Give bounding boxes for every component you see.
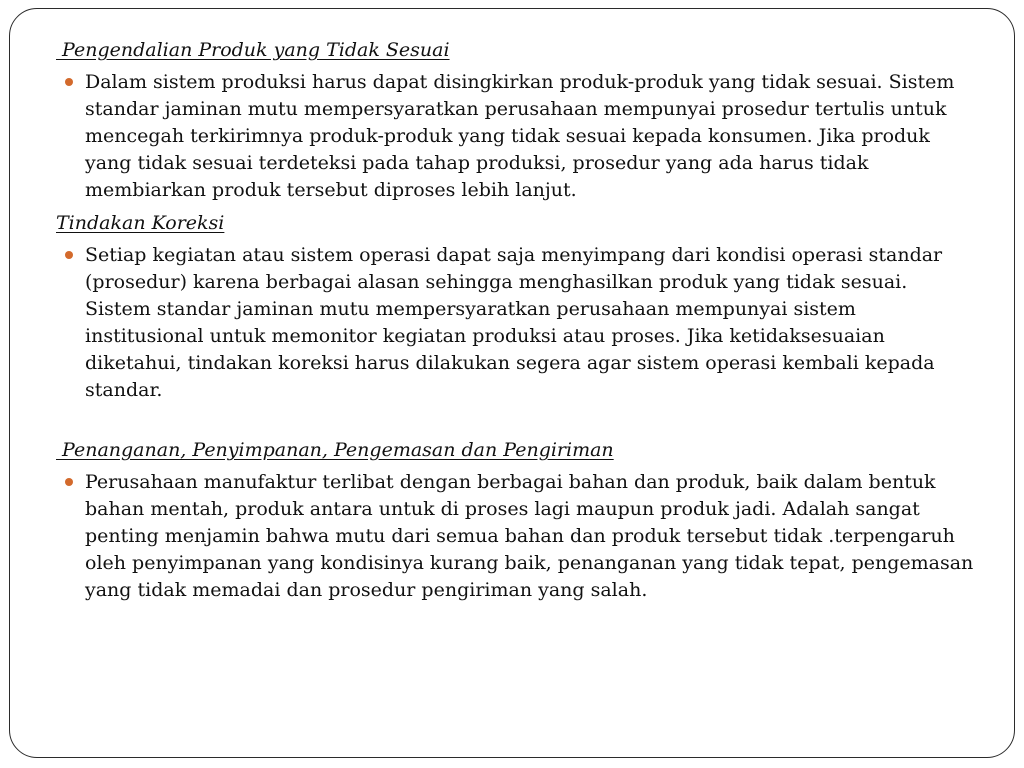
section-heading-penanganan: Penanganan, Penyimpanan, Pengemasan dan Pengiriman	[56, 439, 614, 461]
bullet-dot-icon	[65, 478, 73, 486]
bullet-pengendalian	[56, 69, 976, 204]
bullet-text: Dalam sistem produksi harus dapat disingkirkan produk-produk yang tidak sesuai. Sistem standar jaminan mutu mempersyaratkan perusahaan mempunyai prosedur tertulis untuk mencegah terkirimnya produk-produk yang tidak sesuai kepada konsumen. Jika produk yang tidak sesuai terdeteksi pada tahap produksi, prosedur yang ada harus tidak membiarkan produk tersebut diproses lebih lanjut.	[85, 71, 955, 201]
slide-frame	[9, 8, 1015, 758]
bullet-dot-icon	[65, 251, 73, 259]
section-heading-tindakan-koreksi: Tindakan Koreksi	[56, 212, 225, 234]
bullet-tindakan-koreksi	[56, 242, 976, 404]
slide-content	[56, 37, 976, 604]
bullet-text: Perusahaan manufaktur terlibat dengan berbagai bahan dan produk, baik dalam bentuk bahan mentah, produk antara untuk di proses lagi maupun produk jadi. Adalah sangat penting menjamin bahwa mutu dari semua bahan dan produk tersebut tidak .terpengaruh oleh penyimpanan yang kondisinya kurang baik, penanganan yang tidak tepat, pengemasan yang tidak memadai dan prosedur pengiriman yang salah.	[85, 471, 974, 601]
section-heading-pengendalian: Pengendalian Produk yang Tidak Sesuai	[56, 39, 450, 61]
bullet-penanganan	[56, 469, 976, 604]
bullet-dot-icon	[65, 78, 73, 86]
bullet-text: Setiap kegiatan atau sistem operasi dapat saja menyimpang dari kondisi operasi standar (prosedur) karena berbagai alasan sehingga menghasilkan produk yang tidak sesuai. Sistem standar jaminan mutu mempersyaratkan perusahaan mempunyai sistem institusional untuk memonitor kegiatan produksi atau proses. Jika ketidaksesuaian diketahui, tindakan koreksi harus dilakukan segera agar sistem operasi kembali kepada standar.	[85, 244, 943, 401]
